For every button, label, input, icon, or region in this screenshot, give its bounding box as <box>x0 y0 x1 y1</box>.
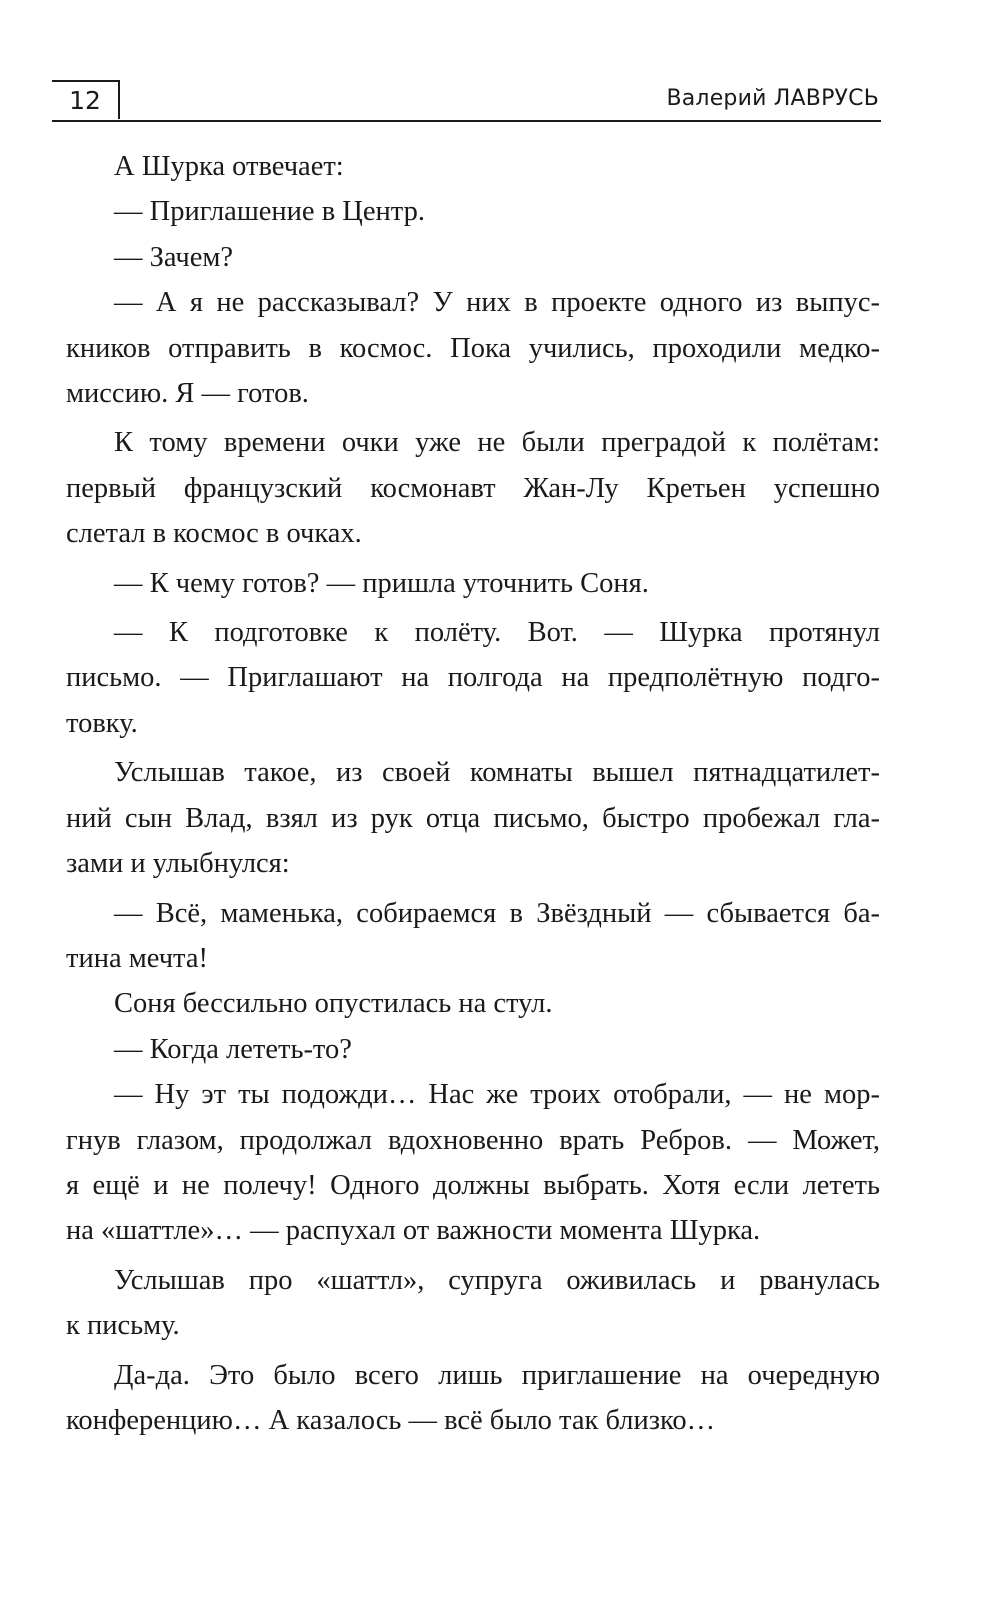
paragraph <box>66 235 880 280</box>
text-line: миссию. Я — готов. <box>66 378 309 410</box>
text-line: А Шурка отвечает: <box>114 151 344 182</box>
paragraph <box>66 1027 880 1072</box>
text-line: товку. <box>66 707 138 739</box>
text-line: к письму. <box>66 1310 180 1342</box>
text-line: Услышав такое, из своей комнаты вышел пятнадцатилет- <box>114 757 880 789</box>
text-line: кников отправить в космос. Пока учились, проходили медко- <box>66 332 880 364</box>
text-line: — Приглашение в Центр. <box>114 196 425 228</box>
text-line: первый французский космонавт Жан-Лу Кретьен успешно <box>66 472 880 504</box>
paragraph <box>66 1072 880 1254</box>
text-line: — К чему готов? — пришла уточнить Соня. <box>114 567 649 599</box>
body-text <box>66 144 880 1443</box>
text-line: — А я не рассказывал? У них в проекте одного из выпус- <box>114 287 880 319</box>
text-line: Соня бессильно опустилась на стул. <box>114 988 553 1020</box>
paragraph <box>66 1258 880 1349</box>
text-line: — Зачем? <box>114 241 234 273</box>
text-line: — Ну эт ты подожди… Нас же троих отобрали, — не мор- <box>114 1079 880 1111</box>
text-line: — К подготовке к полёту. Вот. — Шурка протянул <box>114 617 880 649</box>
text-line: Да-да. Это было всего лишь приглашение на очередную <box>114 1359 880 1391</box>
text-line: Услышав про «шаттл», супруга оживилась и рванулась <box>114 1264 880 1296</box>
text-line: гнув глазом, продолжал вдохновенно врать Ребров. — Может, <box>66 1124 880 1156</box>
paragraph <box>66 750 880 886</box>
paragraph <box>66 981 880 1026</box>
text-line: — Всё, маменька, собираемся в Звёздный — сбывается ба- <box>114 897 880 929</box>
text-line: на «шаттле»… — распухал от важности момента Шурка. <box>66 1215 761 1247</box>
text-line: К тому времени очки уже не были преградой к полётам: <box>114 427 880 459</box>
text-line: я ещё и не полечу! Одного должны выбрать. Хотя если лететь <box>66 1169 880 1201</box>
text-line: конференцию… А казалось — всё было так близко… <box>66 1404 716 1436</box>
paragraph <box>66 144 880 189</box>
paragraph <box>66 189 880 234</box>
text-line: ний сын Влад, взял из рук отца письмо, быстро пробежал гла- <box>66 802 880 834</box>
text-line: слетал в космос в очках. <box>66 518 362 550</box>
text-line: — Когда лететь-то? <box>114 1033 352 1065</box>
paragraph <box>66 280 880 416</box>
page-number: 12 <box>52 80 120 119</box>
text-line: письмо. — Приглашают на полгода на предполётную подго- <box>66 662 880 694</box>
running-title: Валерий ЛАВРУСЬ <box>666 86 879 111</box>
paragraph <box>66 1353 880 1444</box>
running-header <box>52 80 881 122</box>
paragraph <box>66 561 880 606</box>
text-line: тина мечта! <box>66 942 208 974</box>
paragraph <box>66 610 880 746</box>
paragraph <box>66 891 880 982</box>
paragraph <box>66 420 880 556</box>
text-line: зами и улыбнулся: <box>66 848 290 880</box>
